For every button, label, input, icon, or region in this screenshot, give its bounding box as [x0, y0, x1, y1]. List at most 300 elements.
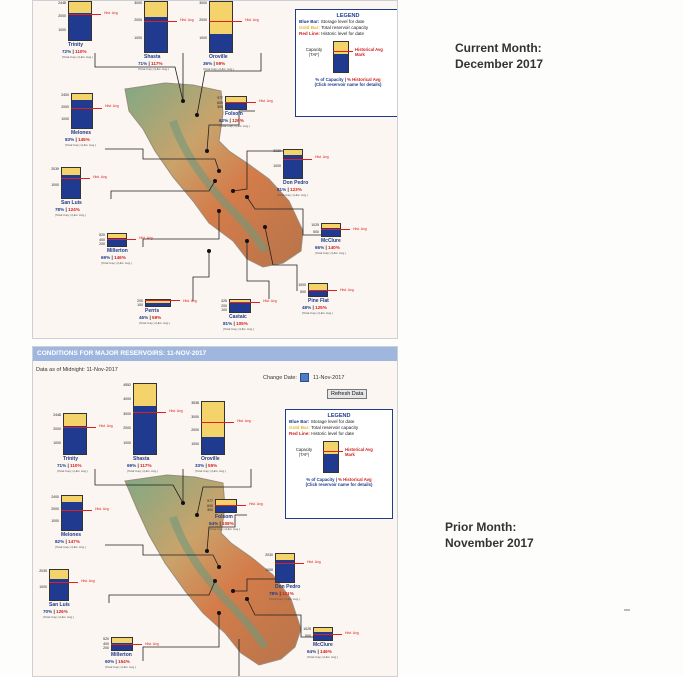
hist-avg-sublabel: (Hist. Avg.) — [80, 143, 96, 147]
capacity-tick-label: 3000 — [123, 411, 131, 416]
total-cap-sublabel: (Total Cap.) — [203, 67, 219, 71]
separator: | — [64, 207, 69, 212]
total-cap-sublabel: (Total Cap.) — [277, 193, 293, 197]
legend-red-key: Red Line: — [299, 31, 320, 36]
legend-sample-bar — [323, 441, 339, 473]
sub-labels — [307, 655, 338, 659]
capacity-tick-label: 3000 — [191, 414, 199, 419]
historic-avg-label: Hist. Avg — [95, 506, 109, 511]
percent-of-capacity: 83% — [65, 137, 75, 142]
capacity-tick-label: 100 — [221, 308, 227, 313]
capacity-tick-label: 500 — [313, 230, 319, 234]
percent-of-historical: 105% — [236, 321, 248, 326]
historic-avg-line — [229, 302, 260, 303]
total-cap-sublabel: (Total Cap.) — [101, 261, 117, 265]
reservoir-name-link[interactable]: Trinity — [68, 42, 84, 48]
historic-avg-label: Hist. Avg — [180, 17, 194, 22]
percent-of-historical: 140% — [328, 245, 340, 250]
historic-avg-line — [145, 300, 180, 301]
percent-of-capacity: 33% — [195, 463, 205, 468]
capacity-tick-label: 1000 — [53, 441, 61, 445]
percent-of-capacity: 69% — [127, 463, 137, 468]
hist-avg-sublabel: (Hist. Avg.) — [142, 469, 158, 473]
separator: | — [218, 521, 223, 526]
historic-avg-label: Hist. Avg — [93, 174, 107, 179]
historic-avg-line — [68, 14, 101, 15]
capacity-tick-label: 500 — [300, 290, 306, 294]
percent-of-historical: 117% — [140, 463, 152, 468]
historic-avg-label: Hist. Avg — [245, 17, 259, 22]
capacity-tick-label: 1000 — [199, 35, 207, 40]
sub-labels — [65, 143, 96, 147]
reservoir-name-link[interactable]: Millerton — [111, 652, 132, 658]
reservoir-percentages — [62, 49, 87, 54]
capacity-tick-label: 600 — [217, 100, 223, 105]
legend-blue-key: Blue Bar: — [289, 419, 310, 424]
percent-of-historical: 59% — [216, 61, 226, 66]
capacity-tick-label: 1000 — [61, 117, 69, 121]
legend-historical-label: Historical Avg Mark — [355, 47, 383, 57]
reservoir-percentages — [138, 61, 163, 66]
reservoir-percentages — [203, 61, 225, 66]
hist-avg-sublabel: (Hist. Avg.) — [238, 327, 254, 331]
legend-pct-capacity: % of Capacity — [306, 477, 335, 482]
data-as-of: Data as of Midnight: 11-Nov-2017 — [36, 367, 118, 373]
historic-avg-line — [107, 239, 136, 240]
hist-avg-sublabel: (Hist. Avg.) — [116, 261, 132, 265]
capacity-tick-label: 2000 — [134, 18, 142, 23]
percent-of-historical: 145% — [78, 137, 90, 142]
hist-avg-sublabel: (Hist. Avg.) — [153, 67, 169, 71]
capacity-bar[interactable] — [61, 495, 83, 531]
reservoir-name-link[interactable]: Castaic — [229, 314, 247, 320]
percent-of-historical: 154% — [118, 659, 130, 664]
capacity-bar[interactable] — [68, 1, 92, 41]
reservoir-percentages — [55, 539, 80, 544]
total-cap-sublabel: (Total Cap.) — [55, 213, 71, 217]
total-cap-sublabel: (Total Cap.) — [43, 615, 59, 619]
percent-of-capacity: 70% — [43, 609, 53, 614]
total-cap-sublabel: (Total Cap.) — [138, 67, 154, 71]
percent-of-historical: 125% — [315, 305, 327, 310]
reservoir-percentages — [195, 463, 217, 468]
capacity-tick-label: 100 — [137, 303, 143, 307]
reservoir-name-link[interactable]: McClure — [321, 238, 341, 244]
capacity-tick-label: 1000 — [51, 519, 59, 523]
legend-gold-text: Total reservoir capacity — [321, 25, 369, 30]
capacity-tick-label: 200 — [103, 646, 109, 651]
capacity-tick-label: 500 — [305, 634, 311, 638]
legend-capacity-label: Capacity (TAF) — [295, 447, 313, 457]
separator: | — [278, 591, 283, 596]
total-cap-sublabel: (Total Cap.) — [223, 327, 239, 331]
capacity-tick-label: 2030 — [273, 149, 281, 153]
percent-of-capacity: 48% — [302, 305, 312, 310]
historic-avg-label: Hist. Avg — [340, 287, 354, 292]
hist-avg-sublabel: (Hist. Avg.) — [224, 527, 240, 531]
legend-box: LEGEND Blue Bar: Storage level for date Gold Bar: Total reservoir capacity Red Line: Historic level for date Capacity (TAF) Historical Avg Mark % of Capacity | % Historical Avg (Click reservoir name for details) — [285, 409, 393, 519]
reservoir-name-link[interactable]: Shasta — [133, 456, 150, 462]
capacity-bar[interactable] — [229, 299, 251, 313]
reservoir-percentages — [269, 591, 294, 596]
percent-of-capacity: 54% — [209, 521, 219, 526]
reservoir-percentages — [139, 315, 161, 320]
percent-of-historical: 110% — [70, 463, 82, 468]
capacity-bar[interactable] — [283, 149, 303, 179]
historic-avg-line — [225, 102, 256, 103]
percent-of-capacity: 71% — [57, 463, 67, 468]
sub-labels — [223, 327, 254, 331]
historic-avg-line — [283, 159, 312, 160]
percent-of-capacity: 62% — [219, 118, 229, 123]
reservoir-name-link[interactable]: Shasta — [144, 54, 161, 60]
capacity-tick-label: 3000 — [134, 1, 142, 5]
percent-of-capacity: 64% — [307, 649, 317, 654]
storage-fill — [202, 437, 224, 454]
historic-avg-label: Hist. Avg — [307, 559, 321, 564]
capacity-bar[interactable] — [321, 223, 341, 237]
total-cap-sublabel: (Total Cap.) — [269, 597, 285, 601]
sub-labels — [138, 67, 169, 71]
capacity-tick-label: 1000 — [298, 283, 306, 287]
hist-avg-sublabel: (Hist. Avg.) — [218, 67, 234, 71]
capacity-bar[interactable] — [313, 627, 333, 641]
separator: | — [64, 539, 69, 544]
capacity-tick-label: 325 — [221, 299, 227, 303]
capacity-bar[interactable] — [61, 167, 81, 199]
historic-avg-line — [313, 634, 342, 635]
reservoir-name-link[interactable]: Melones — [61, 532, 82, 538]
legend-blue-text: Storage level for date — [320, 19, 365, 24]
current-month-value: December 2017 — [455, 57, 544, 71]
capacity-tick-label: 1000 — [123, 440, 131, 445]
storage-fill — [146, 303, 170, 306]
historic-avg-label: Hist. Avg — [139, 236, 153, 241]
percent-of-historical: 59% — [152, 315, 162, 320]
sub-labels — [57, 469, 88, 473]
capacity-tick-label: 300 — [217, 105, 223, 110]
capacity-tick-label: 977 — [217, 96, 223, 100]
percent-of-historical: 146% — [320, 649, 332, 654]
legend-red-key: Red Line: — [289, 431, 310, 436]
historic-avg-line — [209, 21, 242, 22]
scan-mark — [624, 609, 630, 611]
prior-month-value: November 2017 — [445, 536, 534, 550]
historic-avg-line — [61, 510, 92, 511]
november-reservoir-panel — [32, 346, 398, 677]
sub-labels — [127, 469, 158, 473]
percent-of-historical: 126% — [232, 118, 244, 123]
reservoir-percentages — [127, 463, 152, 468]
sub-labels — [139, 321, 170, 325]
reservoir-name-link[interactable]: San Luis — [61, 200, 82, 206]
capacity-bar[interactable] — [144, 1, 168, 53]
capacity-bar[interactable] — [209, 1, 233, 53]
capacity-tick-label: 300 — [207, 508, 213, 513]
capacity-tick-label: 400 — [99, 237, 105, 242]
percent-of-historical: 124% — [68, 207, 80, 212]
total-cap-sublabel: (Total Cap.) — [65, 143, 81, 147]
capacity-tick-label: 2400 — [61, 93, 69, 97]
sub-labels — [105, 665, 136, 669]
reservoir-name-link[interactable]: Trinity — [63, 456, 79, 462]
capacity-bar[interactable] — [215, 499, 237, 513]
legend-red-text: Historic level for date — [311, 431, 355, 436]
reservoir-name-link[interactable]: Melones — [71, 130, 92, 136]
reservoir-percentages — [101, 255, 126, 260]
legend-click-hint: (Click reservoir name for details) — [305, 482, 373, 487]
capacity-tick-label: 2000 — [191, 428, 199, 432]
capacity-tick-label: 2000 — [53, 427, 61, 431]
percent-of-capacity: 71% — [138, 61, 148, 66]
historic-avg-label: Hist. Avg — [237, 418, 251, 423]
sub-labels — [55, 545, 86, 549]
reservoir-name-link[interactable]: Don Pedro — [283, 180, 309, 186]
sub-labels — [219, 124, 250, 128]
capacity-tick-label: 2000 — [123, 426, 131, 431]
historic-avg-label: Hist. Avg — [315, 155, 329, 160]
reservoir-percentages — [302, 305, 327, 310]
date-value[interactable]: 11-Nov-2017 — [313, 374, 345, 381]
legend-pct-hist: % Historical Avg — [347, 77, 381, 82]
reservoir-percentages — [277, 187, 302, 192]
percent-of-historical: 146% — [114, 255, 126, 260]
reservoir-percentages — [307, 649, 332, 654]
reservoir-name-link[interactable]: Don Pedro — [275, 584, 301, 590]
capacity-bar[interactable] — [111, 637, 133, 651]
historic-avg-line — [49, 582, 78, 583]
legend-sample-bar — [333, 41, 349, 73]
capacity-tick-label: 4000 — [123, 397, 131, 402]
legend-blue-text: Storage level for date — [310, 419, 355, 424]
hist-avg-sublabel: (Hist. Avg.) — [284, 597, 300, 601]
capacity-bar[interactable] — [49, 569, 69, 601]
reservoir-name-link[interactable]: Millerton — [107, 248, 128, 254]
percent-of-historical: 121% — [282, 591, 294, 596]
capacity-tick-label: 977 — [207, 499, 213, 503]
hist-avg-sublabel: (Hist. Avg.) — [234, 124, 250, 128]
sub-labels — [195, 469, 226, 473]
storage-fill — [62, 502, 82, 530]
total-cap-sublabel: (Total Cap.) — [127, 469, 143, 473]
capacity-tick-label: 1000 — [58, 27, 66, 32]
separator: | — [204, 463, 209, 468]
hist-avg-sublabel: (Hist. Avg.) — [58, 615, 74, 619]
historic-avg-line — [63, 427, 96, 428]
capacity-tick-label: 3538 — [191, 401, 199, 405]
storage-fill — [134, 406, 156, 454]
separator: | — [66, 463, 71, 468]
historic-avg-line — [71, 108, 102, 109]
reservoir-name-link[interactable]: Perris — [145, 308, 160, 314]
legend-title: LEGEND — [336, 13, 360, 19]
prior-month-heading: Prior Month: — [445, 520, 517, 534]
historic-avg-label: Hist. Avg — [99, 423, 113, 428]
reservoir-name-link[interactable]: San Luis — [49, 602, 70, 608]
legend-title: LEGEND — [327, 413, 351, 419]
percent-of-capacity: 82% — [55, 539, 65, 544]
hist-avg-sublabel: (Hist. Avg.) — [77, 55, 93, 59]
separator: | — [324, 245, 329, 250]
reservoir-name-link[interactable]: Oroville — [201, 456, 220, 462]
separator: | — [136, 463, 141, 468]
percent-of-historical: 108% — [222, 521, 234, 526]
capacity-tick-label: 1025 — [303, 627, 311, 631]
capacity-tick-label: 3000 — [199, 1, 207, 5]
historic-avg-label: Hist. Avg — [183, 299, 197, 303]
capacity-tick-label: 2000 — [199, 18, 207, 23]
historic-avg-label: Hist. Avg — [263, 299, 277, 303]
sub-labels — [101, 261, 132, 265]
total-cap-sublabel: (Total Cap.) — [209, 527, 225, 531]
capacity-tick-label: 2448 — [58, 1, 66, 5]
hist-avg-sublabel: (Hist. Avg.) — [70, 545, 86, 549]
separator: | — [232, 321, 237, 326]
hist-avg-sublabel: (Hist. Avg.) — [154, 321, 170, 325]
total-cap-sublabel: (Total Cap.) — [55, 545, 71, 549]
historic-avg-line — [61, 178, 90, 179]
current-month-heading: Current Month: — [455, 41, 542, 55]
capacity-bar[interactable] — [308, 283, 328, 297]
capacity-bar[interactable] — [107, 233, 127, 247]
historic-avg-label: Hist. Avg — [259, 99, 273, 104]
percent-of-capacity: 60% — [105, 659, 115, 664]
capacity-bar[interactable] — [71, 93, 93, 129]
separator: | — [52, 609, 57, 614]
storage-fill — [230, 302, 250, 312]
sub-labels — [269, 597, 300, 601]
reservoir-name-link[interactable]: Folsom — [225, 111, 243, 117]
hist-avg-sublabel: (Hist. Avg.) — [210, 469, 226, 473]
separator: | — [114, 659, 119, 664]
reservoir-percentages — [105, 659, 130, 664]
percent-of-capacity: 65% — [315, 245, 325, 250]
percent-of-capacity: 78% — [269, 591, 279, 596]
reservoir-percentages — [65, 137, 90, 142]
separator: | — [316, 649, 321, 654]
percent-of-capacity: 81% — [223, 321, 233, 326]
capacity-tick-label: 1000 — [273, 164, 281, 168]
legend-historical-label: Historical Avg Mark — [345, 447, 373, 457]
storage-fill — [69, 13, 91, 40]
capacity-bar[interactable] — [225, 96, 247, 110]
separator: | — [148, 315, 153, 320]
historic-avg-line — [321, 229, 350, 230]
historic-avg-label: Hist. Avg — [105, 104, 119, 109]
total-cap-sublabel: (Total Cap.) — [139, 321, 155, 325]
reservoir-name-link[interactable]: Oroville — [209, 54, 228, 60]
reservoir-percentages — [315, 245, 340, 250]
capacity-tick-label: 200 — [221, 303, 227, 308]
storage-fill — [210, 34, 232, 52]
legend-gold-key: Gold Bar: — [289, 425, 310, 430]
percent-of-capacity: 72% — [62, 49, 72, 54]
prior-month-label — [445, 519, 534, 551]
capacity-tick-label: 200 — [137, 299, 143, 303]
capacity-bar[interactable] — [133, 383, 157, 455]
sub-labels — [209, 527, 240, 531]
hist-avg-sublabel: (Hist. Avg.) — [317, 311, 333, 315]
reservoir-percentages — [219, 118, 244, 123]
panel-header: CONDITIONS FOR MAJOR RESERVOIRS: 11-NOV-2017 — [33, 347, 397, 361]
capacity-tick-label: 200 — [99, 242, 105, 247]
separator: | — [286, 187, 291, 192]
sub-labels — [62, 55, 93, 59]
capacity-bar[interactable] — [201, 401, 225, 455]
legend-red-text: Historic level for date — [321, 31, 365, 36]
total-cap-sublabel: (Total Cap.) — [315, 251, 331, 255]
legend-gold-key: Gold Bar: — [299, 25, 320, 30]
separator: | — [228, 118, 233, 123]
capacity-tick-label: 4552 — [123, 383, 131, 387]
total-cap-sublabel: (Total Cap.) — [307, 655, 323, 659]
total-cap-sublabel: (Total Cap.) — [105, 665, 121, 669]
historic-avg-line — [111, 644, 142, 645]
reservoir-name-link[interactable]: Folsom — [215, 514, 233, 520]
reservoir-name-link[interactable]: Pine Flat — [308, 298, 329, 304]
capacity-tick-label: 400 — [103, 641, 109, 646]
capacity-tick-label: 2000 — [51, 507, 59, 511]
percent-of-historical: 117% — [151, 61, 163, 66]
storage-fill — [64, 426, 86, 454]
historic-avg-line — [275, 563, 304, 564]
separator: | — [74, 137, 79, 142]
capacity-tick-label: 1000 — [265, 568, 273, 572]
legend-blue-key: Blue Bar: — [299, 19, 320, 24]
reservoir-percentages — [223, 321, 248, 326]
reservoir-percentages — [43, 609, 68, 614]
capacity-tick-label: 2448 — [53, 413, 61, 417]
capacity-tick-label: 2400 — [51, 495, 59, 499]
separator: | — [212, 61, 217, 66]
capacity-tick-label: 2039 — [51, 167, 59, 171]
percent-of-historical: 126% — [56, 609, 68, 614]
reservoir-name-link[interactable]: McClure — [313, 642, 333, 648]
capacity-bar[interactable] — [63, 413, 87, 455]
capacity-tick-label: 1025 — [311, 223, 319, 227]
sub-labels — [203, 67, 234, 71]
percent-of-historical: 55% — [208, 463, 218, 468]
capacity-bar[interactable] — [145, 299, 171, 307]
refresh-data-button[interactable]: Refresh Data — [327, 389, 367, 399]
legend-capacity-label: Capacity (TAF) — [305, 47, 323, 57]
storage-fill — [72, 100, 92, 128]
capacity-tick-label: 1000 — [51, 183, 59, 187]
reservoir-percentages — [55, 207, 80, 212]
total-cap-sublabel: (Total Cap.) — [219, 124, 235, 128]
capacity-tick-label: 1000 — [39, 585, 47, 589]
sub-labels — [55, 213, 86, 217]
historic-avg-label: Hist. Avg — [353, 226, 367, 231]
percent-of-capacity: 36% — [203, 61, 213, 66]
separator: | — [147, 61, 152, 66]
legend-pct-hist: % Historical Avg — [338, 477, 372, 482]
total-cap-sublabel: (Total Cap.) — [62, 55, 78, 59]
percent-of-historical: 147% — [68, 539, 80, 544]
sub-labels — [277, 193, 308, 197]
hist-avg-sublabel: (Hist. Avg.) — [72, 469, 88, 473]
total-cap-sublabel: (Total Cap.) — [302, 311, 318, 315]
percent-of-capacity: 78% — [55, 207, 65, 212]
change-date-label: Change Date: — [263, 374, 297, 381]
reservoir-percentages — [57, 463, 82, 468]
capacity-tick-label: 2000 — [61, 105, 69, 109]
capacity-tick-label: 520 — [103, 637, 109, 641]
hist-avg-sublabel: (Hist. Avg.) — [292, 193, 308, 197]
capacity-bar[interactable] — [275, 553, 295, 583]
legend-gold-text: Total reservoir capacity — [311, 425, 359, 430]
capacity-tick-label: 2039 — [39, 569, 47, 573]
